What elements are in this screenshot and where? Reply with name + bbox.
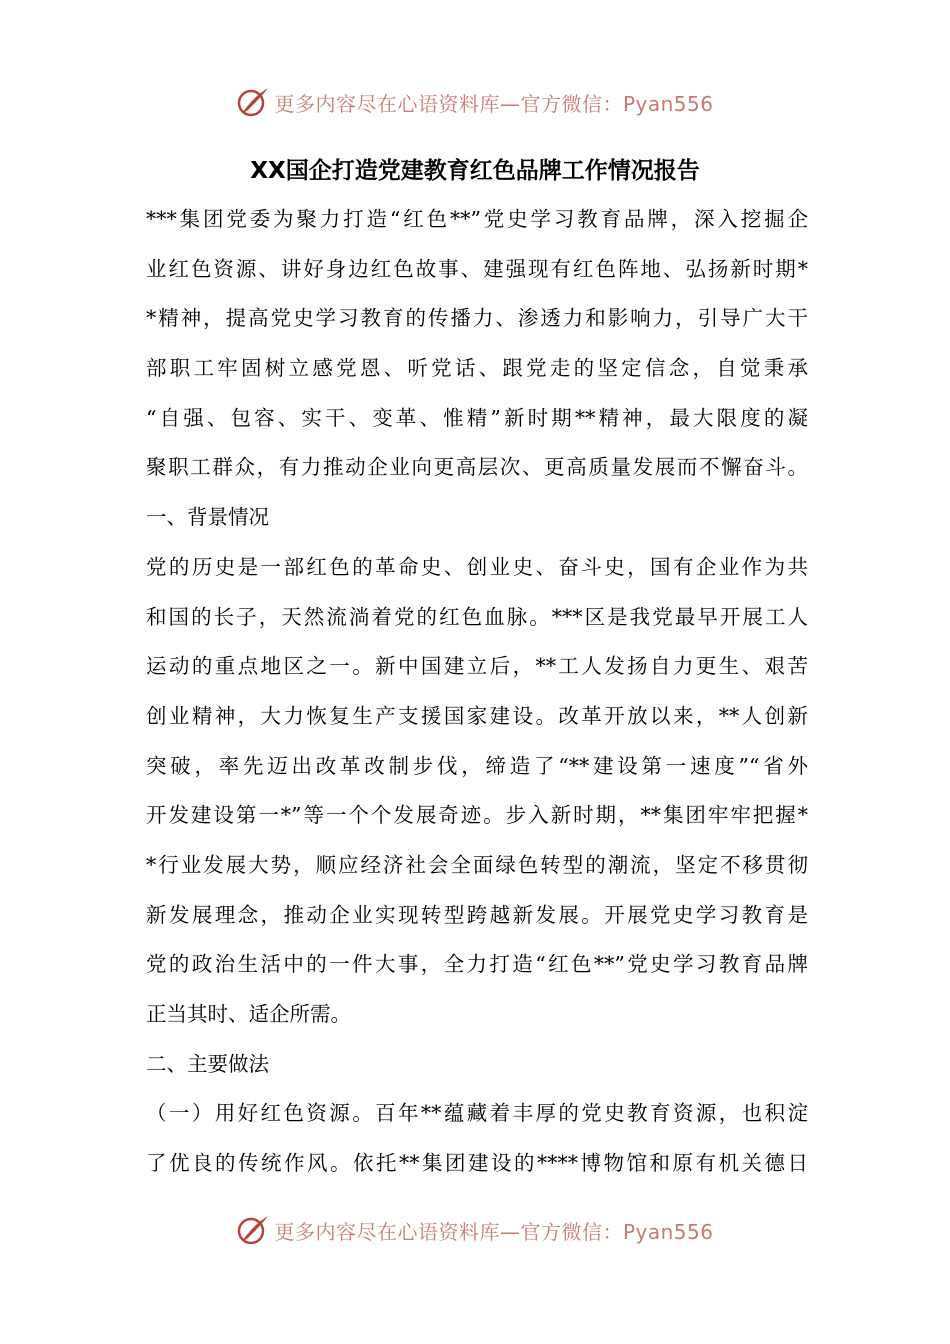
watermark-text: 更多内容尽在心语资料库—官方微信：Pyan556 bbox=[274, 91, 714, 116]
section-heading-methods: 二、主要做法 bbox=[146, 1051, 269, 1076]
header-watermark-banner bbox=[0, 82, 950, 122]
quill-logo-icon bbox=[236, 1213, 270, 1247]
body-line: 党的政治生活中的一件大事，全力打造“红色**”党史学习教育品牌 bbox=[146, 952, 808, 977]
body-line: 业红色资源、讲好身边红色故事、建强现有红色阵地、弘扬新时期* bbox=[146, 256, 808, 281]
body-line: （一）用好红色资源。百年**蕴藏着丰厚的党史教育资源，也积淀 bbox=[146, 1101, 808, 1126]
watermark-text: 更多内容尽在心语资料库—官方微信：Pyan556 bbox=[274, 1219, 714, 1244]
body-line: “自强、包容、实干、变革、惟精”新时期**精神，最大限度的凝 bbox=[146, 405, 808, 430]
body-line: 聚职工群众，有力推动企业向更高层次、更高质量发展而不懈奋斗。 bbox=[146, 455, 808, 480]
body-line: 新发展理念，推动企业实现转型跨越新发展。开展党史学习教育是 bbox=[146, 902, 808, 927]
body-line: 部职工牢固树立感党恩、听党话、跟党走的坚定信念，自觉秉承 bbox=[146, 356, 808, 381]
body-line: 突破，率先迈出改革改制步伐，缔造了“**建设第一速度”“省外 bbox=[146, 753, 808, 778]
body-line: 运动的重点地区之一。新中国建立后，**工人发扬自力更生、艰苦 bbox=[146, 654, 808, 679]
body-line: 了优良的传统作风。依托**集团建设的****博物馆和原有机关德日 bbox=[146, 1151, 808, 1176]
body-line: 党的历史是一部红色的革命史、创业史、奋斗史，国有企业作为共 bbox=[146, 554, 808, 579]
body-line: 和国的长子，天然流淌着党的红色血脉。***区是我党最早开展工人 bbox=[146, 604, 808, 629]
document-body bbox=[146, 195, 808, 1189]
section-heading-background: 一、背景情况 bbox=[146, 505, 269, 530]
document-title: XX国企打造党建教育红色品牌工作情况报告 bbox=[250, 158, 700, 184]
footer-watermark-banner bbox=[0, 1210, 950, 1250]
body-line: ***集团党委为聚力打造“红色**”党史学习教育品牌，深入挖掘企 bbox=[146, 207, 808, 231]
body-line: 正当其时、适企所需。 bbox=[146, 1002, 351, 1026]
body-line: 开发建设第一*”等一个个发展奇迹。步入新时期，**集团牢牢把握* bbox=[146, 803, 808, 828]
body-line: 创业精神，大力恢复生产支援国家建设。改革开放以来，**人创新 bbox=[146, 703, 808, 728]
quill-logo-icon bbox=[236, 85, 270, 119]
body-line: *行业发展大势，顺应经济社会全面绿色转型的潮流，坚定不移贯彻 bbox=[146, 852, 808, 877]
body-line: *精神，提高党史学习教育的传播力、渗透力和影响力，引导广大干 bbox=[146, 306, 808, 331]
